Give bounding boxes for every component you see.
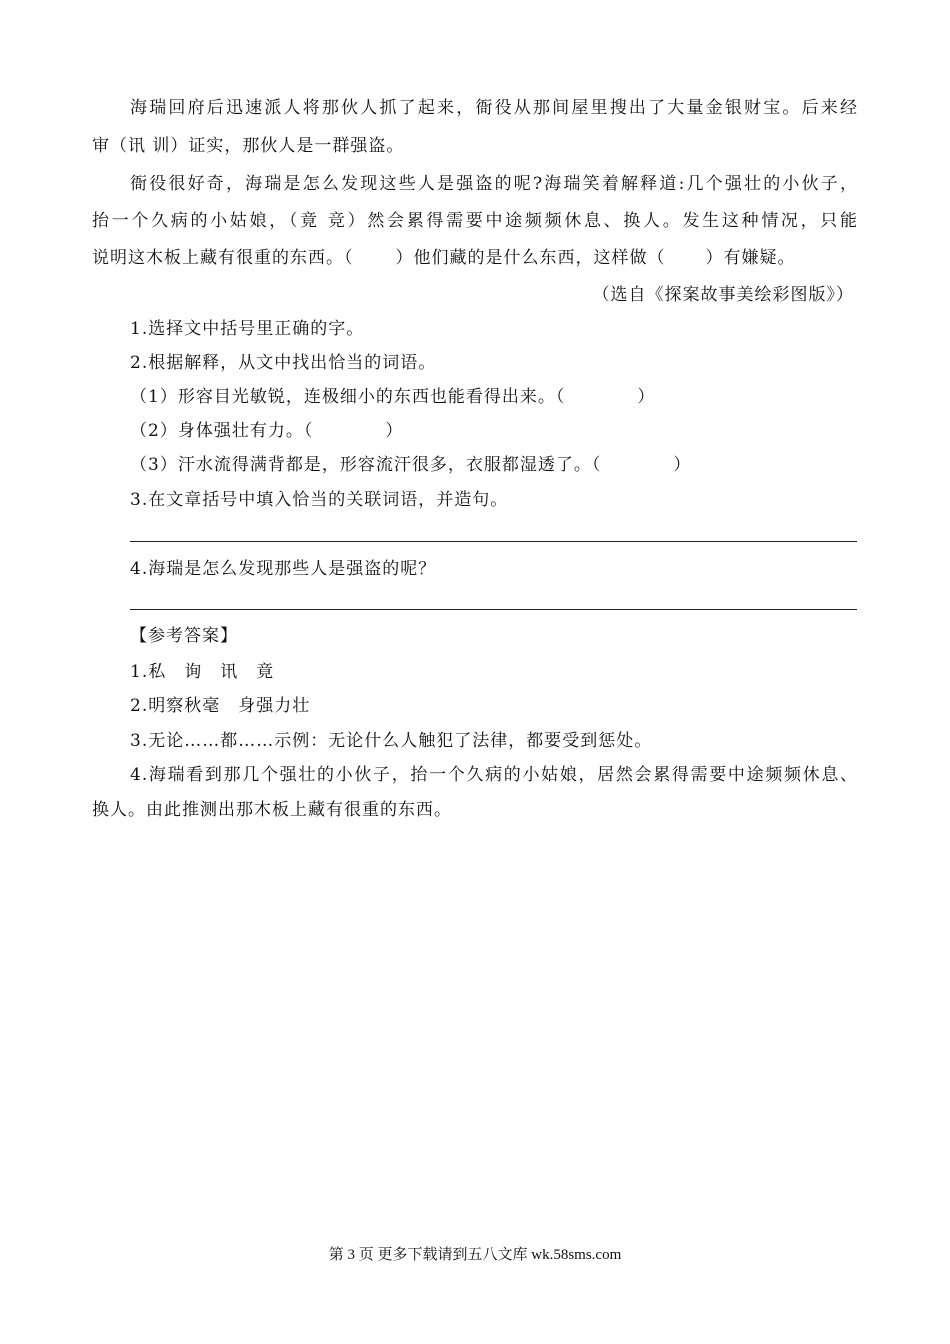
answer-3: 3.无论……都……示例：无论什么人触犯了法律，都要受到惩处。 bbox=[130, 731, 653, 751]
question-2-3-text: （3）汗水流得满背都是，形容流汗很多，衣服都湿透了。（ bbox=[130, 455, 602, 475]
page-footer: 第 3 页 更多下载请到五八文库 wk.58sms.com bbox=[328, 1247, 622, 1263]
question-2-2-close: ） bbox=[385, 421, 404, 441]
question-2-2-text: （2）身体强壮有力。（ bbox=[130, 421, 314, 441]
question-3: 3.在文章括号中填入恰当的关联词语，并造句。 bbox=[130, 490, 509, 510]
question-2-3 bbox=[130, 453, 858, 477]
answer-1: 1.私 询 讯 竟 bbox=[130, 662, 275, 682]
answer-2: 2.明察秋毫 身强力壮 bbox=[130, 696, 311, 716]
answers-heading: 【参考答案】 bbox=[130, 626, 238, 646]
question-2-1-close: ） bbox=[637, 387, 656, 407]
answer-line-4[interactable] bbox=[130, 609, 857, 610]
question-1: 1.选择文中括号里正确的字。 bbox=[130, 319, 365, 339]
question-2: 2.根据解释，从文中找出恰当的词语。 bbox=[130, 353, 437, 373]
question-2-3-close: ） bbox=[673, 455, 692, 475]
passage-p1-line2: 审（讯 训）证实，那伙人是一群强盗。 bbox=[92, 136, 405, 156]
passage-p2-line3 bbox=[92, 246, 858, 270]
question-2-1-text: （1）形容目光敏锐，连极细小的东西也能看得出来。（ bbox=[130, 387, 566, 407]
passage-source: （选自《探案故事美绘彩图版》） bbox=[592, 285, 854, 305]
question-4: 4.海瑞是怎么发现那些人是强盗的呢？ bbox=[130, 559, 437, 579]
answer-line-3[interactable] bbox=[130, 541, 857, 542]
passage-p2-line3-part-c: ）有嫌疑。 bbox=[705, 248, 796, 268]
passage-p2-line1: 衙役很好奇，海瑞是怎么发现这些人是强盗的呢?海瑞笑着解释道:几个强壮的小伙子， bbox=[130, 174, 858, 194]
question-2-1 bbox=[130, 385, 858, 409]
passage-p2-line3-part-a: 说明这木板上藏有很重的东西。（ bbox=[92, 248, 354, 268]
question-2-2 bbox=[130, 419, 858, 443]
passage-p1-line1: 海瑞回府后迅速派人将那伙人抓了起来，衙役从那间屋里搜出了大量金银财宝。后来经 bbox=[130, 98, 858, 118]
answer-4-line2: 换人。由此推测出那木板上藏有很重的东西。 bbox=[92, 800, 452, 820]
answer-4-line1: 4.海瑞看到那几个强壮的小伙子，抬一个久病的小姑娘，居然会累得需要中途频频休息、 bbox=[130, 765, 858, 785]
passage-p2-line2: 抬一个久病的小姑娘，（竟 竞）然会累得需要中途频频休息、换人。发生这种情况，只能 bbox=[92, 211, 858, 231]
passage-p2-line3-part-b: ）他们藏的是什么东西，这样做（ bbox=[395, 248, 666, 268]
